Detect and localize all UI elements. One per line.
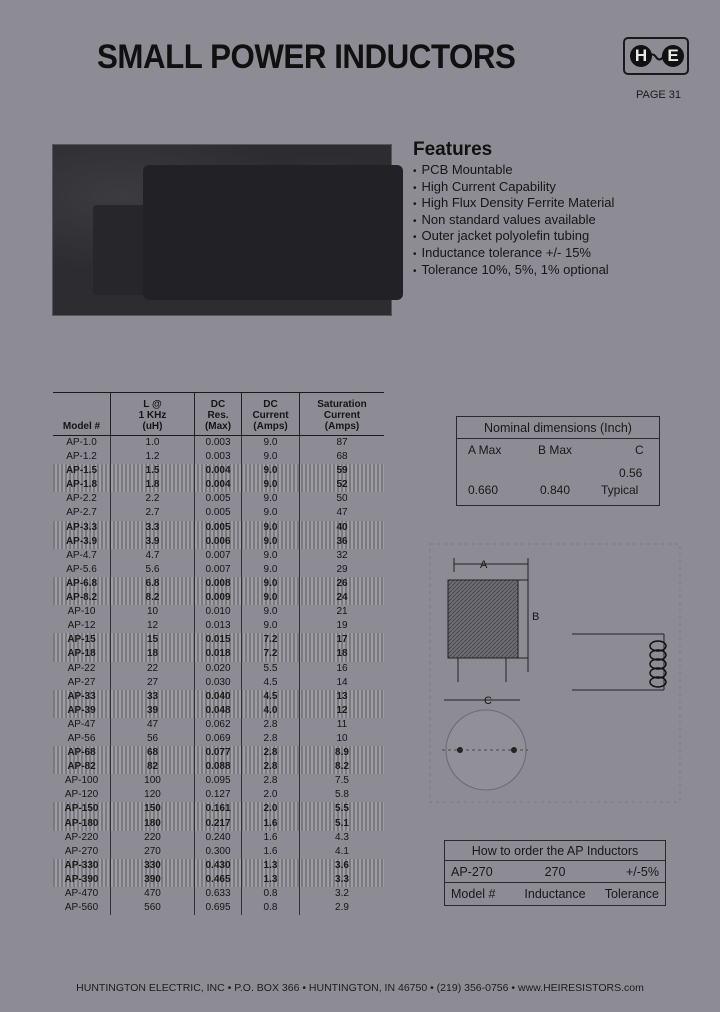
table-cell: AP-4.7 bbox=[53, 549, 111, 563]
table-cell: AP-12 bbox=[53, 619, 111, 633]
dim-c-label: C bbox=[635, 443, 644, 457]
dim-a-value: 0.660 bbox=[468, 483, 499, 497]
table-cell: 0.695 bbox=[195, 901, 242, 915]
table-cell: AP-33 bbox=[53, 690, 111, 704]
table-row bbox=[53, 506, 384, 520]
table-cell: 0.009 bbox=[195, 591, 242, 605]
table-cell: 82 bbox=[111, 760, 195, 774]
table-row bbox=[53, 859, 384, 873]
table-row bbox=[53, 563, 384, 577]
table-cell: 1.6 bbox=[242, 817, 300, 831]
table-cell: 0.004 bbox=[195, 478, 242, 492]
table-cell: AP-2.2 bbox=[53, 492, 111, 506]
table-cell: 12 bbox=[336, 704, 348, 716]
table-cell: AP-2.7 bbox=[53, 506, 111, 520]
table-cell: 13 bbox=[336, 690, 348, 702]
table-row bbox=[53, 436, 384, 450]
order-example-inductance: 270 bbox=[544, 865, 566, 879]
table-row bbox=[53, 873, 384, 887]
table-cell: 470 bbox=[111, 887, 195, 901]
table-row bbox=[53, 591, 384, 605]
table-cell: 0.003 bbox=[195, 450, 242, 464]
table-cell: AP-56 bbox=[53, 732, 111, 746]
table-cell: 4.0 bbox=[242, 704, 300, 718]
table-cell: 8.9 bbox=[335, 747, 349, 759]
table-cell: 2.8 bbox=[242, 732, 300, 746]
table-cell: 9.0 bbox=[242, 591, 300, 605]
table-cell: 0.633 bbox=[195, 887, 242, 901]
table-cell: AP-390 bbox=[53, 873, 111, 887]
table-cell: 2.8 bbox=[242, 774, 300, 788]
table-cell: 120 bbox=[111, 788, 195, 802]
table-row bbox=[53, 732, 384, 746]
table-cell: 68 bbox=[111, 746, 195, 760]
table-cell: 15 bbox=[111, 633, 195, 647]
table-cell: 59 bbox=[336, 465, 348, 477]
table-row bbox=[53, 450, 384, 464]
table-cell: 9.0 bbox=[242, 478, 300, 492]
table-cell: 9.0 bbox=[242, 549, 300, 563]
table-cell: AP-18 bbox=[53, 647, 111, 661]
table-cell: 0.8 bbox=[242, 887, 300, 901]
table-cell: 0.013 bbox=[195, 619, 242, 633]
table-cell: 0.005 bbox=[195, 521, 242, 535]
dimensions-box bbox=[456, 416, 660, 506]
table-cell: 4.5 bbox=[242, 676, 300, 690]
table-cell: 47 bbox=[336, 507, 348, 519]
table-cell: 0.040 bbox=[195, 690, 242, 704]
table-cell: 5.8 bbox=[335, 789, 349, 801]
table-cell: 0.007 bbox=[195, 563, 242, 577]
table-cell: 0.430 bbox=[195, 859, 242, 873]
table-cell: 9.0 bbox=[242, 535, 300, 549]
table-row bbox=[53, 492, 384, 506]
table-cell: 0.018 bbox=[195, 647, 242, 661]
table-cell: 4.7 bbox=[111, 549, 195, 563]
table-row bbox=[53, 619, 384, 633]
table-row bbox=[53, 676, 384, 690]
label-a: A bbox=[480, 559, 488, 571]
dim-c-note: Typical bbox=[601, 483, 639, 497]
table-cell: AP-560 bbox=[53, 901, 111, 915]
dim-a-label: A Max bbox=[468, 443, 502, 457]
table-cell: 0.300 bbox=[195, 845, 242, 859]
spec-header-cell: Saturation Current (Amps) bbox=[317, 399, 367, 432]
table-cell: 5.1 bbox=[335, 817, 349, 829]
feature-item: • Outer jacket polyolefin tubing bbox=[413, 228, 614, 245]
table-cell: 2.0 bbox=[242, 802, 300, 816]
table-cell: 5.6 bbox=[111, 563, 195, 577]
table-row bbox=[53, 577, 384, 591]
table-cell: AP-470 bbox=[53, 887, 111, 901]
table-cell: 180 bbox=[111, 817, 195, 831]
table-cell: AP-1.2 bbox=[53, 450, 111, 464]
table-cell: 68 bbox=[336, 451, 348, 463]
spec-header-cell: DC Current (Amps) bbox=[242, 393, 300, 435]
product-photo bbox=[52, 144, 392, 316]
table-row bbox=[53, 760, 384, 774]
table-cell: 9.0 bbox=[242, 450, 300, 464]
table-cell: 18 bbox=[111, 647, 195, 661]
feature-item: • PCB Mountable bbox=[413, 162, 614, 179]
table-cell: 100 bbox=[111, 774, 195, 788]
company-logo bbox=[623, 37, 689, 75]
feature-item: • Tolerance 10%, 5%, 1% optional bbox=[413, 262, 614, 279]
table-row bbox=[53, 605, 384, 619]
table-cell: 24 bbox=[336, 592, 348, 604]
table-row bbox=[53, 901, 384, 915]
table-cell: 0.077 bbox=[195, 746, 242, 760]
table-cell: 9.0 bbox=[242, 492, 300, 506]
table-cell: 0.069 bbox=[195, 732, 242, 746]
table-cell: 2.9 bbox=[335, 902, 349, 914]
table-cell: 0.048 bbox=[195, 704, 242, 718]
table-cell: 22 bbox=[111, 662, 195, 676]
logo-h-mark: H bbox=[630, 45, 652, 67]
order-box bbox=[444, 840, 666, 906]
table-cell: 50 bbox=[336, 493, 348, 505]
table-cell: 9.0 bbox=[242, 464, 300, 478]
label-c: C bbox=[484, 695, 492, 707]
table-cell: 0.161 bbox=[195, 802, 242, 816]
table-row bbox=[53, 549, 384, 563]
dimension-diagram bbox=[428, 542, 682, 804]
table-cell: AP-6.8 bbox=[53, 577, 111, 591]
table-cell: 32 bbox=[336, 549, 348, 561]
table-cell: 0.020 bbox=[195, 662, 242, 676]
table-cell: AP-5.6 bbox=[53, 563, 111, 577]
table-cell: 0.240 bbox=[195, 831, 242, 845]
table-cell: 0.127 bbox=[195, 788, 242, 802]
dim-b-value: 0.840 bbox=[540, 483, 571, 497]
table-cell: 0.006 bbox=[195, 535, 242, 549]
table-cell: 7.5 bbox=[335, 775, 349, 787]
table-cell: 16 bbox=[336, 662, 348, 674]
table-cell: 36 bbox=[336, 535, 348, 547]
table-cell: AP-8.2 bbox=[53, 591, 111, 605]
dim-c-value: 0.56 bbox=[619, 466, 643, 480]
table-cell: 270 bbox=[111, 845, 195, 859]
features-list bbox=[413, 162, 614, 278]
table-row bbox=[53, 521, 384, 535]
table-row bbox=[53, 464, 384, 478]
table-row bbox=[53, 478, 384, 492]
order-title: How to order the AP Inductors bbox=[445, 841, 665, 861]
table-cell: 17 bbox=[336, 634, 348, 646]
table-cell: 9.0 bbox=[242, 577, 300, 591]
table-cell: 9.0 bbox=[242, 619, 300, 633]
table-cell: 0.088 bbox=[195, 760, 242, 774]
table-cell: 0.004 bbox=[195, 464, 242, 478]
footer-contact: HUNTINGTON ELECTRIC, INC • P.O. BOX 366 • HUNTINGTON, IN 46750 • (219) 356-0756 • www.HEIRESISTORS.com bbox=[76, 982, 644, 994]
table-row bbox=[53, 704, 384, 718]
table-cell: 0.030 bbox=[195, 676, 242, 690]
table-cell: 2.8 bbox=[242, 746, 300, 760]
table-cell: 330 bbox=[111, 859, 195, 873]
table-cell: AP-330 bbox=[53, 859, 111, 873]
table-cell: 3.9 bbox=[111, 535, 195, 549]
logo-e-mark: E bbox=[662, 45, 684, 67]
table-cell: 3.3 bbox=[111, 521, 195, 535]
order-example-model: AP-270 bbox=[451, 865, 493, 879]
spec-header-cell: DC Res. (Max) bbox=[195, 393, 242, 435]
table-cell: 18 bbox=[336, 648, 348, 660]
table-cell: 8.2 bbox=[111, 591, 195, 605]
table-cell: 1.2 bbox=[111, 450, 195, 464]
spec-header-cell: Model # bbox=[53, 393, 111, 435]
table-cell: AP-15 bbox=[53, 633, 111, 647]
table-cell: 0.005 bbox=[195, 506, 242, 520]
table-cell: 0.095 bbox=[195, 774, 242, 788]
table-cell: 1.0 bbox=[111, 436, 195, 450]
dimensions-title: Nominal dimensions (Inch) bbox=[457, 417, 659, 439]
table-cell: AP-22 bbox=[53, 662, 111, 676]
table-cell: 47 bbox=[111, 718, 195, 732]
label-b: B bbox=[532, 611, 540, 623]
table-cell: 0.008 bbox=[195, 577, 242, 591]
table-cell: AP-1.8 bbox=[53, 478, 111, 492]
table-cell: AP-47 bbox=[53, 718, 111, 732]
table-cell: 4.3 bbox=[335, 831, 349, 843]
table-cell: 560 bbox=[111, 901, 195, 915]
table-cell: AP-82 bbox=[53, 760, 111, 774]
table-cell: 40 bbox=[336, 521, 348, 533]
table-cell: 0.003 bbox=[195, 436, 242, 450]
table-cell: 12 bbox=[111, 619, 195, 633]
table-cell: 220 bbox=[111, 831, 195, 845]
table-cell: 6.8 bbox=[111, 577, 195, 591]
table-cell: AP-1.5 bbox=[53, 464, 111, 478]
spec-header-cell: L @ 1 KHz (uH) bbox=[111, 393, 195, 435]
table-cell: 19 bbox=[336, 620, 348, 632]
table-cell: 9.0 bbox=[242, 605, 300, 619]
table-cell: 1.6 bbox=[242, 845, 300, 859]
feature-item: • High Current Capability bbox=[413, 179, 614, 196]
table-row bbox=[53, 746, 384, 760]
logo-wave-icon bbox=[649, 52, 663, 62]
table-cell: 11 bbox=[336, 718, 348, 730]
table-cell: AP-100 bbox=[53, 774, 111, 788]
order-label-inductance: Inductance bbox=[524, 887, 586, 901]
table-cell: AP-3.9 bbox=[53, 535, 111, 549]
table-cell: 150 bbox=[111, 802, 195, 816]
table-row bbox=[53, 662, 384, 676]
table-cell: 9.0 bbox=[242, 436, 300, 450]
table-row bbox=[53, 690, 384, 704]
table-cell: 2.8 bbox=[242, 718, 300, 732]
table-cell: 87 bbox=[336, 437, 348, 448]
table-cell: 26 bbox=[336, 577, 348, 589]
table-cell: AP-10 bbox=[53, 605, 111, 619]
feature-item: • Non standard values available bbox=[413, 212, 614, 229]
page-title: SMALL POWER INDUCTORS bbox=[97, 38, 516, 76]
table-cell: 7.2 bbox=[242, 647, 300, 661]
table-cell: 2.7 bbox=[111, 506, 195, 520]
table-cell: 3.6 bbox=[335, 859, 349, 871]
table-cell: 10 bbox=[336, 732, 348, 744]
table-row bbox=[53, 817, 384, 831]
order-label-model: Model # bbox=[451, 887, 496, 901]
table-cell: 1.3 bbox=[242, 859, 300, 873]
table-cell: AP-27 bbox=[53, 676, 111, 690]
table-cell: 5.5 bbox=[335, 803, 349, 815]
table-cell: 1.8 bbox=[111, 478, 195, 492]
table-cell: AP-1.0 bbox=[53, 436, 111, 450]
feature-item: • High Flux Density Ferrite Material bbox=[413, 195, 614, 212]
table-cell: 7.2 bbox=[242, 633, 300, 647]
order-example-tolerance: +/-5% bbox=[625, 865, 659, 879]
table-cell: AP-150 bbox=[53, 802, 111, 816]
table-cell: 52 bbox=[336, 479, 348, 491]
table-cell: 21 bbox=[336, 606, 348, 618]
spec-table bbox=[53, 392, 384, 915]
table-cell: 0.8 bbox=[242, 901, 300, 915]
table-cell: 2.2 bbox=[111, 492, 195, 506]
table-row bbox=[53, 845, 384, 859]
table-row bbox=[53, 718, 384, 732]
table-cell: 1.6 bbox=[242, 831, 300, 845]
table-cell: 0.062 bbox=[195, 718, 242, 732]
table-cell: 14 bbox=[336, 676, 348, 688]
table-cell: 4.1 bbox=[335, 845, 349, 857]
table-cell: 4.5 bbox=[242, 690, 300, 704]
feature-item: • Inductance tolerance +/- 15% bbox=[413, 245, 614, 262]
table-cell: 2.0 bbox=[242, 788, 300, 802]
table-cell: 3.2 bbox=[335, 888, 349, 899]
order-label-tolerance: Tolerance bbox=[604, 887, 659, 901]
table-cell: 39 bbox=[111, 704, 195, 718]
table-row bbox=[53, 647, 384, 661]
page-number: PAGE 31 bbox=[636, 89, 682, 101]
table-cell: 9.0 bbox=[242, 563, 300, 577]
table-row bbox=[53, 535, 384, 549]
table-cell: 9.0 bbox=[242, 506, 300, 520]
table-cell: AP-180 bbox=[53, 817, 111, 831]
table-cell: 10 bbox=[111, 605, 195, 619]
table-cell: 0.217 bbox=[195, 817, 242, 831]
table-row bbox=[53, 788, 384, 802]
table-cell: 33 bbox=[111, 690, 195, 704]
table-cell: 27 bbox=[111, 676, 195, 690]
table-cell: AP-39 bbox=[53, 704, 111, 718]
table-cell: 0.465 bbox=[195, 873, 242, 887]
table-row bbox=[53, 887, 384, 901]
features-heading: Features bbox=[413, 139, 493, 160]
table-row bbox=[53, 802, 384, 816]
order-labels-row bbox=[445, 883, 665, 905]
table-cell: 5.5 bbox=[242, 662, 300, 676]
table-cell: 56 bbox=[111, 732, 195, 746]
table-cell: AP-220 bbox=[53, 831, 111, 845]
table-cell: 0.005 bbox=[195, 492, 242, 506]
table-row bbox=[53, 774, 384, 788]
table-row bbox=[53, 831, 384, 845]
spec-table-header bbox=[53, 392, 384, 436]
spec-table-body bbox=[53, 436, 384, 915]
dim-b-label: B Max bbox=[538, 443, 573, 457]
table-cell: 8.2 bbox=[335, 761, 349, 773]
table-cell: AP-68 bbox=[53, 746, 111, 760]
table-cell: 0.007 bbox=[195, 549, 242, 563]
table-cell: 29 bbox=[336, 563, 348, 575]
table-cell: AP-3.3 bbox=[53, 521, 111, 535]
table-cell: 9.0 bbox=[242, 521, 300, 535]
order-example-row bbox=[445, 861, 665, 883]
table-cell: AP-270 bbox=[53, 845, 111, 859]
table-cell: 3.3 bbox=[335, 873, 349, 885]
table-cell: 390 bbox=[111, 873, 195, 887]
table-row bbox=[53, 633, 384, 647]
table-cell: 0.010 bbox=[195, 605, 242, 619]
table-cell: 1.5 bbox=[111, 464, 195, 478]
table-cell: 0.015 bbox=[195, 633, 242, 647]
table-cell: AP-120 bbox=[53, 788, 111, 802]
table-cell: 2.8 bbox=[242, 760, 300, 774]
table-cell: 1.3 bbox=[242, 873, 300, 887]
